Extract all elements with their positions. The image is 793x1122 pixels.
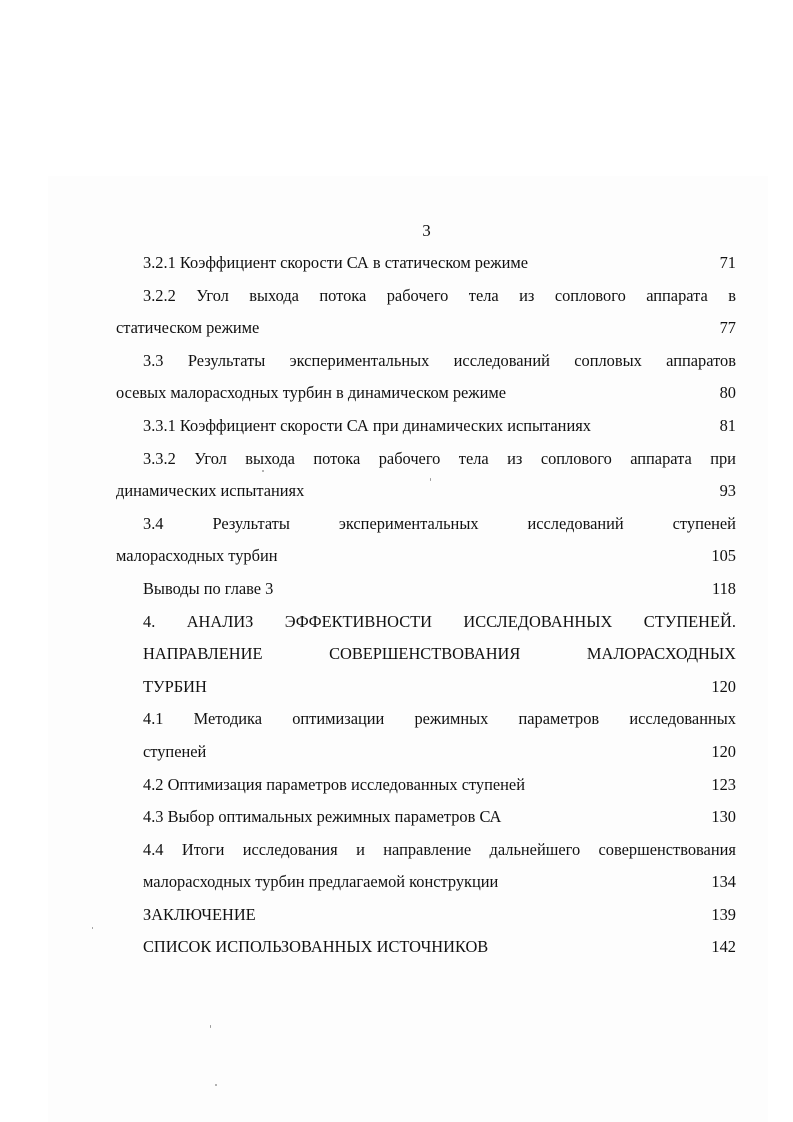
- toc-word: дальнейшего: [489, 839, 581, 859]
- toc-word: режимных: [414, 709, 489, 729]
- toc-page-number: 71: [719, 253, 736, 272]
- toc-word: исследований: [453, 350, 550, 370]
- toc-page-number: 80: [719, 383, 736, 403]
- toc-word: из: [519, 285, 535, 305]
- toc-word: сопловых: [574, 350, 642, 370]
- toc-word: потока: [319, 285, 367, 305]
- toc-word: выхода: [245, 448, 295, 468]
- toc-word: экспериментальных: [289, 350, 430, 370]
- toc-word: тела: [458, 448, 489, 468]
- toc-word: аппаратов: [666, 350, 736, 370]
- toc-page-number: 134: [711, 872, 736, 892]
- toc-word: Угол: [196, 285, 229, 305]
- toc-word: выхода: [249, 285, 299, 305]
- toc-entry-last-line: [116, 540, 736, 573]
- toc-word: 4.4: [143, 839, 164, 859]
- toc-entry[interactable]: [116, 606, 736, 704]
- scan-speck: [92, 927, 93, 929]
- toc-entry-last-line: [116, 573, 736, 606]
- toc-word: совершенствования: [598, 839, 736, 859]
- toc-page-number: 105: [711, 546, 736, 566]
- toc-entry[interactable]: [116, 703, 736, 768]
- toc-word: и: [356, 839, 365, 859]
- toc-page-number: 118: [712, 578, 736, 598]
- toc-word: 3.4: [143, 513, 164, 533]
- toc-page-number: 120: [711, 676, 736, 696]
- toc-entry[interactable]: [116, 931, 736, 964]
- toc-entry-title: 3.3.1 Коэффициент скорости СА при динамических испытаниях: [143, 415, 591, 435]
- toc-word: 4.: [143, 611, 156, 631]
- toc-entry-title-line: [116, 508, 736, 541]
- toc-entry-title: 4.3 Выбор оптимальных режимных параметров СА: [143, 807, 502, 827]
- toc-word: тела: [468, 285, 499, 305]
- toc-entry-last-line: [143, 801, 736, 834]
- toc-entry[interactable]: [116, 345, 736, 410]
- toc-entry-title: малорасходных турбин: [116, 546, 278, 566]
- toc-page-number: 130: [711, 807, 736, 827]
- toc-word: МАЛОРАСХОДНЫХ: [586, 644, 736, 664]
- toc-entry-last-line: [143, 736, 736, 769]
- toc-word: Результаты: [212, 513, 290, 533]
- toc-word: СОВЕРШЕНСТВОВАНИЯ: [329, 644, 521, 664]
- toc-page-number: 120: [711, 741, 736, 761]
- toc-word: параметров: [518, 709, 600, 729]
- toc-word: в: [728, 285, 736, 305]
- toc-entry-last-line: [116, 377, 736, 410]
- scan-speck: [215, 1084, 217, 1086]
- toc-entry-last-line: [143, 671, 736, 704]
- toc-entry[interactable]: [116, 769, 736, 802]
- toc-word: 3.2.2: [143, 285, 176, 305]
- scan-speck: [430, 478, 431, 481]
- toc-entry-title-line: [143, 638, 736, 671]
- toc-entry-title: ЗАКЛЮЧЕНИЕ: [143, 904, 256, 924]
- toc-entry[interactable]: [116, 834, 736, 899]
- toc-word: при: [710, 448, 736, 468]
- toc-word: Методика: [193, 709, 263, 729]
- toc-word: рабочего: [378, 448, 441, 468]
- toc-word: оптимизации: [292, 709, 385, 729]
- toc-entry-title-line: [116, 345, 736, 378]
- toc-entry-title: ступеней: [143, 741, 207, 761]
- toc-entry-title: 4.2 Оптимизация параметров исследованных ступеней: [143, 774, 525, 794]
- toc-entry[interactable]: [116, 899, 736, 932]
- toc-word: СТУПЕНЕЙ.: [643, 611, 736, 631]
- toc-entry-last-line: [116, 312, 736, 345]
- toc-word: 4.1: [143, 709, 164, 729]
- toc-word: ИССЛЕДОВАННЫХ: [463, 611, 613, 631]
- toc-entry-last-line: [143, 931, 736, 964]
- toc-entry-last-line: [116, 247, 736, 280]
- toc-word: экспериментальных: [338, 513, 479, 533]
- page-number: 3: [422, 221, 431, 240]
- toc-entry[interactable]: [116, 508, 736, 573]
- toc-page-number: 142: [711, 937, 736, 957]
- toc-word: ЭФФЕКТИВНОСТИ: [284, 611, 432, 631]
- toc-entry-title: динамических испытаниях: [116, 481, 305, 501]
- toc-word: Результаты: [187, 350, 266, 370]
- toc-entry-last-line: [116, 475, 736, 508]
- toc-page-number: 81: [719, 415, 736, 435]
- table-of-contents: [116, 247, 736, 964]
- toc-word: 3.3.2: [143, 448, 176, 468]
- toc-entry-last-line: [143, 866, 736, 899]
- toc-word: соплового: [554, 285, 626, 305]
- toc-word: исследованных: [629, 709, 736, 729]
- toc-page-number: 77: [719, 318, 736, 338]
- toc-page-number: 93: [719, 481, 736, 501]
- toc-word: НАПРАВЛЕНИЕ: [143, 644, 263, 664]
- toc-word: Угол: [194, 448, 227, 468]
- toc-entry-title: 3.2.1 Коэффициент скорости СА в статическом режиме: [143, 253, 529, 272]
- toc-word: исследования: [242, 839, 338, 859]
- toc-word: АНАЛИЗ: [186, 611, 254, 631]
- toc-entry-title-line: [143, 834, 736, 867]
- toc-word: исследований: [527, 513, 624, 533]
- scan-speck: [210, 1025, 211, 1028]
- toc-word: аппарата: [646, 285, 708, 305]
- toc-entry-title: статическом режиме: [116, 318, 260, 338]
- toc-entry-title-line: [116, 443, 736, 476]
- toc-entry[interactable]: [116, 410, 736, 443]
- toc-entry-title-line: [143, 703, 736, 736]
- toc-entry-title: СПИСОК ИСПОЛЬЗОВАННЫХ ИСТОЧНИКОВ: [143, 937, 489, 957]
- toc-word: 3.3: [143, 350, 164, 370]
- toc-entry[interactable]: [116, 801, 736, 834]
- toc-word: направление: [383, 839, 472, 859]
- toc-entry[interactable]: [116, 573, 736, 606]
- toc-entry-title: осевых малорасходных турбин в динамическом режиме: [116, 383, 507, 403]
- scan-speck: [262, 470, 264, 472]
- toc-entry-last-line: [116, 410, 736, 443]
- toc-entry-title: Выводы по главе 3: [143, 578, 274, 598]
- toc-word: аппарата: [630, 448, 692, 468]
- toc-entry[interactable]: [116, 443, 736, 508]
- toc-entry-title-line: [143, 606, 736, 639]
- toc-entry[interactable]: [116, 247, 736, 280]
- toc-entry[interactable]: [116, 280, 736, 345]
- toc-entry-last-line: [143, 769, 736, 802]
- toc-word: Итоги: [181, 839, 225, 859]
- toc-entry-last-line: [143, 899, 736, 932]
- toc-entry-title-line: [116, 280, 736, 313]
- toc-entry-title: малорасходных турбин предлагаемой конструкции: [143, 872, 499, 892]
- toc-page-number: 123: [711, 774, 736, 794]
- toc-word: потока: [313, 448, 361, 468]
- toc-word: ступеней: [672, 513, 736, 533]
- toc-word: из: [507, 448, 523, 468]
- toc-page-number: 139: [711, 904, 736, 924]
- toc-word: рабочего: [386, 285, 449, 305]
- toc-word: соплового: [540, 448, 612, 468]
- toc-entry-title: ТУРБИН: [143, 676, 207, 696]
